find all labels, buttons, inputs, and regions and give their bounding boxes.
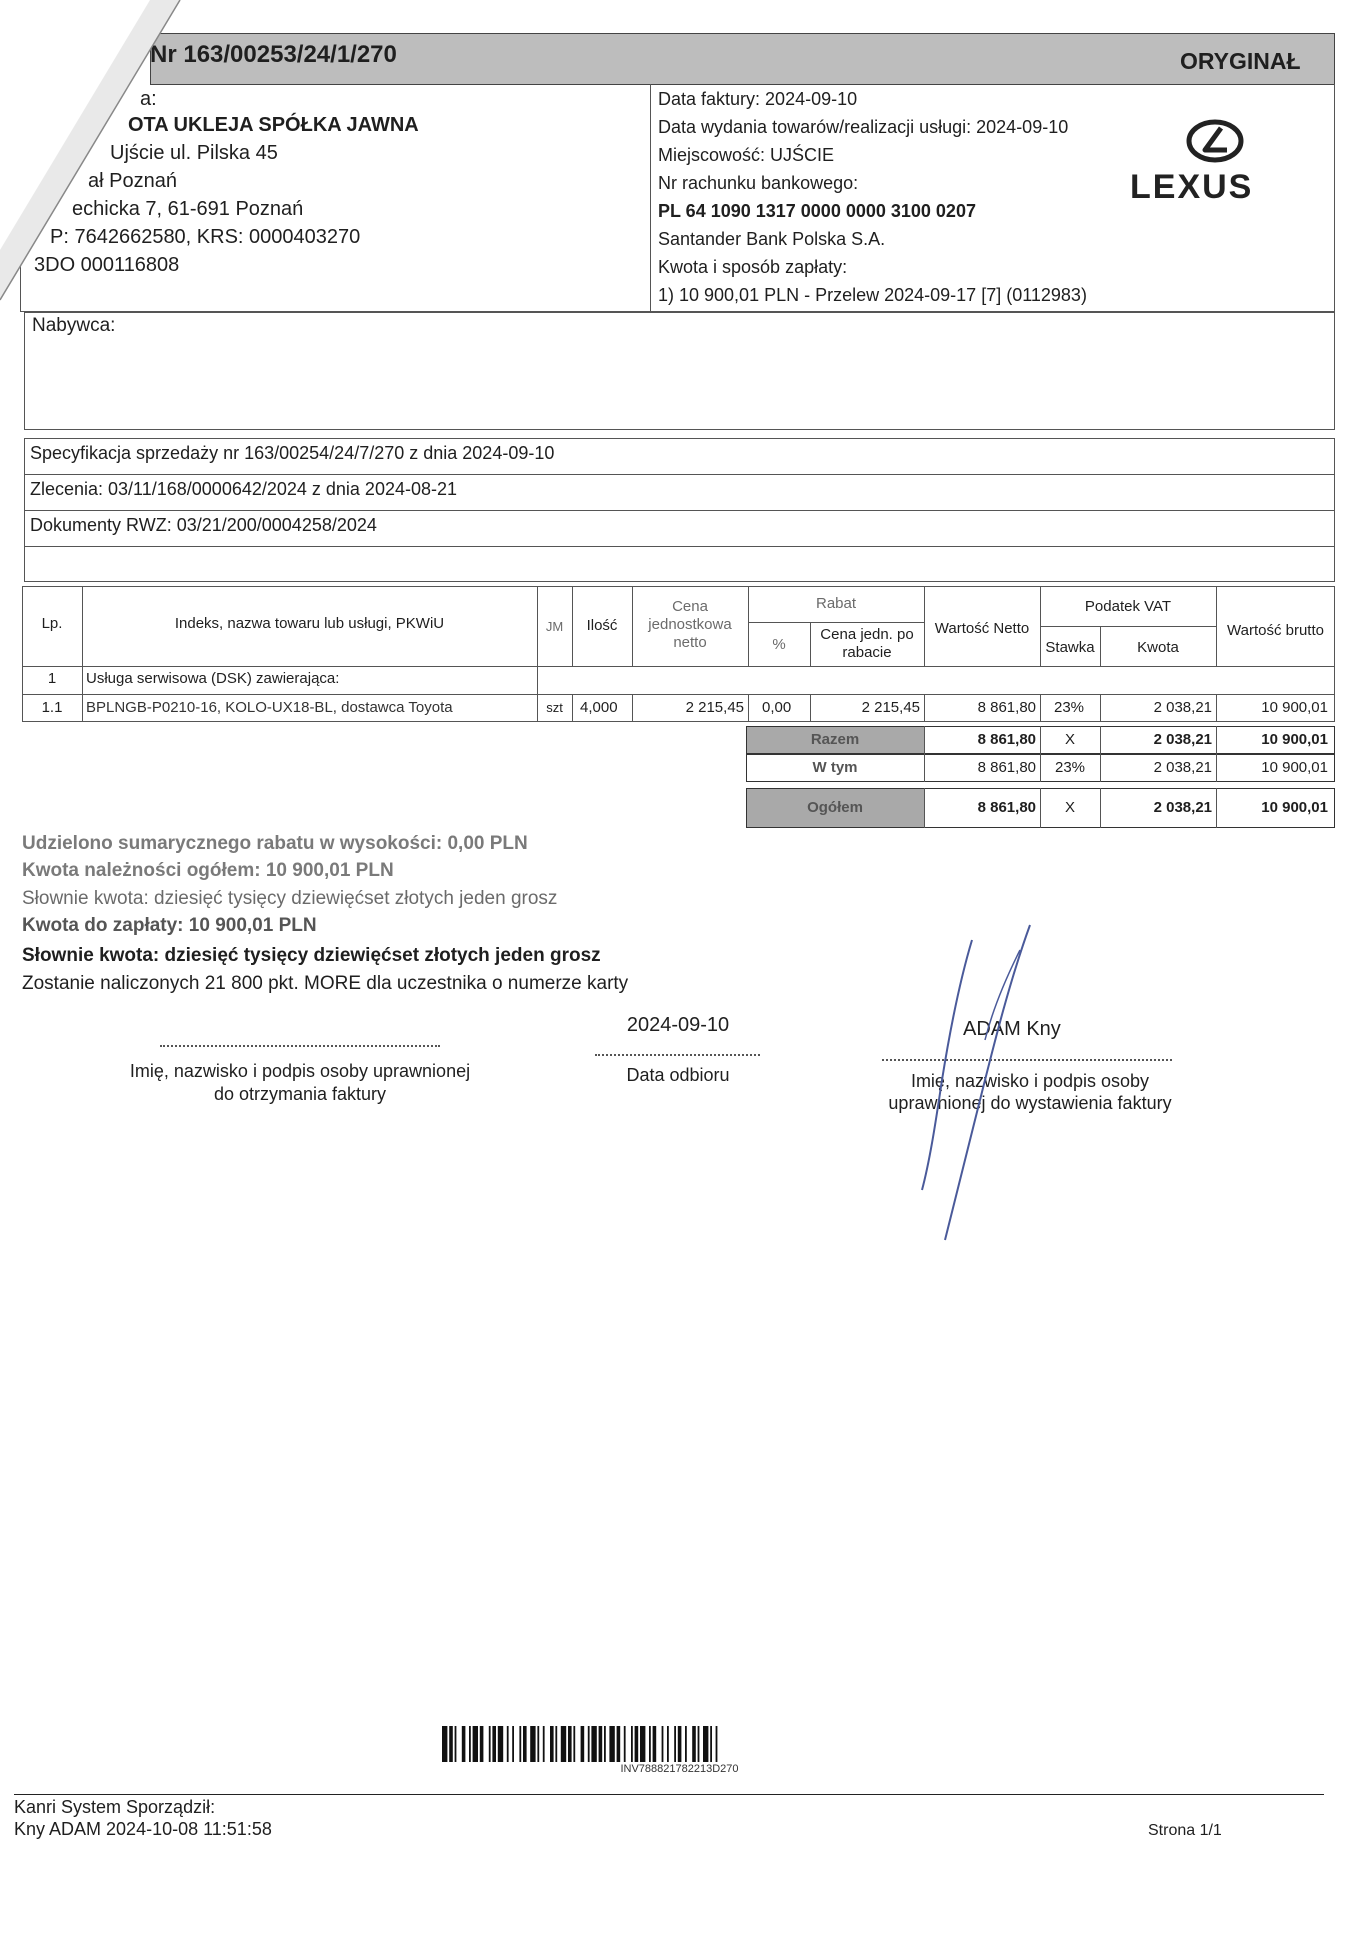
seller-address-3: echicka 7, 61-691 Poznań bbox=[72, 198, 304, 220]
col-line-qty-row bbox=[632, 694, 633, 722]
summary-loyalty-points: Zostanie naliczonych 21 800 pkt. MORE dla uczestnika o numerze karty bbox=[22, 973, 629, 994]
receiver-caption-2: do otrzymania faktury bbox=[213, 1084, 387, 1104]
summary-amount-to-pay: Kwota do zapłaty: 10 900,01 PLN bbox=[22, 915, 317, 936]
row-1-bottom bbox=[22, 694, 1335, 695]
col-line-price-row bbox=[748, 694, 749, 722]
th-net: Wartość Netto bbox=[934, 620, 1030, 637]
th-discount-pct: % bbox=[772, 636, 786, 653]
receiver-signature-line bbox=[160, 1045, 440, 1047]
barcode-bar bbox=[624, 1726, 626, 1762]
ogolem-gross: 10 900,01 bbox=[1261, 799, 1328, 816]
barcode-bar bbox=[599, 1726, 603, 1762]
sales-spec-ref: Specyfikacja sprzedaży nr 163/00254/24/7/270 z dnia 2024-09-10 bbox=[30, 443, 555, 463]
wtym-label: W tym bbox=[812, 759, 858, 776]
wtym-gross: 10 900,01 bbox=[1261, 759, 1328, 776]
barcode-bar bbox=[550, 1726, 554, 1762]
barcode-bar bbox=[449, 1726, 453, 1762]
barcode-bar bbox=[489, 1726, 491, 1762]
barcode-bar bbox=[604, 1726, 606, 1762]
receive-date-line bbox=[595, 1054, 760, 1056]
barcode-bar bbox=[473, 1726, 478, 1762]
summary-discount: Udzielono sumarycznego rabatu w wysokości: 0,00 PLN bbox=[22, 833, 528, 854]
ref-divider-3 bbox=[24, 546, 1335, 547]
row-2-gross: 10 900,01 bbox=[1261, 699, 1328, 716]
barcode-bar bbox=[512, 1726, 514, 1762]
razem-rate: X bbox=[1064, 731, 1075, 748]
ref-divider-1 bbox=[24, 474, 1335, 475]
barcode-bar bbox=[573, 1726, 575, 1762]
barcode-bar bbox=[667, 1726, 669, 1762]
seller-name: OTA UKLEJA SPÓŁKA JAWNA bbox=[128, 114, 419, 136]
th-unit-price: Cena jednostkowa netto bbox=[648, 598, 732, 651]
th-vat: Podatek VAT bbox=[1084, 598, 1172, 615]
barcode-bar bbox=[537, 1726, 539, 1762]
footer-page: Strona 1/1 bbox=[1148, 1822, 1222, 1839]
barcode-bar bbox=[498, 1726, 503, 1762]
bank-account: PL 64 1090 1317 0000 0000 3100 0207 bbox=[658, 201, 976, 221]
barcode-text: INV788821782213D270 bbox=[620, 1763, 739, 1775]
summary-words-2: Słownie kwota: dziesięć tysięcy dziewięćset złotych jeden grosz bbox=[22, 945, 601, 966]
buyer-box bbox=[24, 312, 1335, 430]
summary-total-due: Kwota należności ogółem: 10 900,01 PLN bbox=[22, 860, 394, 881]
ogolem-label: Ogółem bbox=[807, 799, 863, 816]
invoice-place: Miejscowość: UJŚCIE bbox=[658, 145, 835, 165]
col-line-qty bbox=[632, 586, 633, 666]
footer-author: Kny ADAM 2024-10-08 11:51:58 bbox=[14, 1819, 272, 1839]
th-lp: Lp. bbox=[41, 615, 63, 632]
payment-label: Kwota i sposób zapłaty: bbox=[658, 257, 848, 277]
receive-date-caption: Data odbioru bbox=[626, 1065, 730, 1085]
row-2-unit-price: 2 215,45 bbox=[685, 699, 744, 716]
ogolem-rate: X bbox=[1064, 799, 1075, 816]
row-2-vat-amount: 2 038,21 bbox=[1153, 699, 1212, 716]
col-line-pct bbox=[810, 622, 811, 666]
barcode-bar bbox=[698, 1726, 700, 1762]
barcode-bar bbox=[581, 1726, 585, 1762]
barcode-bar bbox=[617, 1726, 621, 1762]
issuer-name: ADAM Kny bbox=[963, 1018, 1061, 1040]
barcode-bar bbox=[442, 1726, 447, 1762]
barcode-bar bbox=[703, 1726, 708, 1762]
barcode-bar bbox=[635, 1726, 639, 1762]
barcode-bar bbox=[530, 1726, 535, 1762]
ogolem-vat: 2 038,21 bbox=[1153, 799, 1212, 816]
barcode-bar bbox=[555, 1726, 557, 1762]
barcode-bar bbox=[507, 1726, 509, 1762]
th-discount: Rabat bbox=[815, 595, 857, 612]
barcode-bar bbox=[568, 1726, 572, 1762]
th-jm: JM bbox=[545, 619, 564, 634]
buyer-label: Nabywca: bbox=[32, 315, 116, 336]
barcode-bar bbox=[653, 1726, 657, 1762]
footer-system: Kanri System Sporządził: bbox=[14, 1797, 216, 1817]
barcode-bar bbox=[710, 1726, 712, 1762]
th-qty: Ilość bbox=[586, 617, 618, 634]
th-vat-amount: Kwota bbox=[1137, 639, 1179, 656]
barcode-bar bbox=[662, 1726, 664, 1762]
seller-address-2: ał Poznań bbox=[88, 170, 177, 192]
barcode-bar bbox=[492, 1726, 496, 1762]
row-2-discount-pct: 0,00 bbox=[762, 699, 792, 716]
payment-line: 1) 10 900,01 PLN - Przelew 2024-09-17 [7] (0112983) bbox=[658, 285, 1087, 305]
barcode-image bbox=[442, 1726, 917, 1762]
wtym-vat: 2 038,21 bbox=[1153, 759, 1212, 776]
barcode-bar bbox=[674, 1726, 676, 1762]
th-name: Indeks, nazwa towaru lub usługi, PKWiU bbox=[174, 615, 445, 632]
vat-subheader-line bbox=[1040, 626, 1216, 627]
ref-divider-2 bbox=[24, 510, 1335, 511]
table-header-bottom bbox=[22, 666, 1335, 667]
lexus-logo-text: LEXUS bbox=[1130, 168, 1254, 206]
barcode-bar bbox=[519, 1726, 521, 1762]
razem-gross: 10 900,01 bbox=[1261, 731, 1328, 748]
barcode-bar bbox=[523, 1726, 527, 1762]
bank-label: Nr rachunku bankowego: bbox=[658, 173, 859, 193]
barcode-bar bbox=[480, 1726, 484, 1762]
ogolem-net: 8 861,80 bbox=[977, 799, 1036, 816]
receive-date: 2024-09-10 bbox=[626, 1014, 730, 1036]
barcode-bar bbox=[469, 1726, 471, 1762]
barcode-bar bbox=[716, 1726, 718, 1762]
row-2-name: BPLNGB-P0210-16, KOLO-UX18-BL, dostawca Toyota bbox=[86, 699, 453, 716]
row-2-net: 8 861,80 bbox=[977, 699, 1036, 716]
barcode-bar bbox=[561, 1726, 566, 1762]
row-2-qty: 4,000 bbox=[580, 699, 618, 716]
receiver-caption-1: Imię, nazwisko i podpis osoby uprawnionej bbox=[129, 1061, 471, 1081]
wtym-net: 8 861,80 bbox=[977, 759, 1036, 776]
orders-ref: Zlecenia: 03/11/168/0000642/2024 z dnia 2024-08-21 bbox=[30, 479, 458, 499]
th-discount-price: Cena jedn. po rabacie bbox=[820, 626, 914, 661]
seller-bdo: 3DO 000116808 bbox=[34, 254, 180, 276]
seller-address-1: Ujście ul. Pilska 45 bbox=[110, 142, 278, 164]
rabat-subheader-line bbox=[748, 622, 924, 623]
seller-tax-ids: P: 7642662580, KRS: 0000403270 bbox=[50, 226, 361, 248]
col-line-lp bbox=[82, 586, 83, 722]
razem-vat: 2 038,21 bbox=[1153, 731, 1212, 748]
barcode-bar bbox=[543, 1726, 545, 1762]
barcode-bar bbox=[609, 1726, 614, 1762]
col-line-net-row bbox=[1040, 694, 1041, 722]
row-1-name: Usługa serwisowa (DSK) zawierająca: bbox=[86, 670, 340, 687]
lexus-logo-icon bbox=[1185, 118, 1245, 164]
wtym-rate: 23% bbox=[1054, 759, 1086, 776]
row-2-vat-rate: 23% bbox=[1054, 699, 1085, 716]
row-2-discount-price: 2 215,45 bbox=[861, 699, 920, 716]
col-line-jm-row bbox=[572, 694, 573, 722]
barcode-bar bbox=[685, 1726, 687, 1762]
th-vat-rate: Stawka bbox=[1045, 639, 1095, 656]
row-2-jm: szt bbox=[546, 700, 563, 715]
rwz-ref: Dokumenty RWZ: 03/21/200/0004258/2024 bbox=[30, 515, 377, 535]
bank-name: Santander Bank Polska S.A. bbox=[658, 229, 886, 249]
th-gross: Wartość brutto bbox=[1227, 622, 1324, 639]
barcode-bar bbox=[462, 1726, 466, 1762]
issuer-caption-1: Imię, nazwisko i podpis osoby bbox=[910, 1071, 1150, 1091]
barcode-bar bbox=[631, 1726, 633, 1762]
summary-words-1: Słownie kwota: dziesięć tysięcy dziewięćset złotych jeden grosz bbox=[22, 888, 558, 909]
handwritten-signature bbox=[900, 920, 1050, 1250]
seller-info-divider bbox=[650, 84, 651, 312]
col-line-pct-row bbox=[810, 694, 811, 722]
issuer-caption-2: uprawnionej do wystawienia faktury bbox=[888, 1093, 1172, 1113]
barcode-bar bbox=[455, 1726, 457, 1762]
barcode-bar bbox=[692, 1726, 696, 1762]
invoice-date: Data faktury: 2024-09-10 bbox=[658, 89, 858, 109]
seller-label: a: bbox=[140, 88, 157, 110]
barcode-bar bbox=[588, 1726, 590, 1762]
original-label: ORYGINAŁ bbox=[1180, 48, 1301, 74]
barcode-bar bbox=[649, 1726, 651, 1762]
row-2-lp: 1.1 bbox=[41, 699, 63, 716]
razem-net: 8 861,80 bbox=[977, 731, 1036, 748]
invoice-number: Nr 163/00253/24/1/270 bbox=[150, 41, 397, 68]
delivery-date: Data wydania towarów/realizacji usługi: 2024-09-10 bbox=[658, 117, 1069, 137]
footer-divider bbox=[14, 1794, 1324, 1795]
barcode-bar bbox=[591, 1726, 596, 1762]
folded-corner bbox=[0, 0, 300, 310]
barcode-bar bbox=[678, 1726, 682, 1762]
row-1-lp: 1 bbox=[47, 670, 57, 687]
barcode-bar bbox=[640, 1726, 645, 1762]
razem-label: Razem bbox=[810, 731, 860, 748]
